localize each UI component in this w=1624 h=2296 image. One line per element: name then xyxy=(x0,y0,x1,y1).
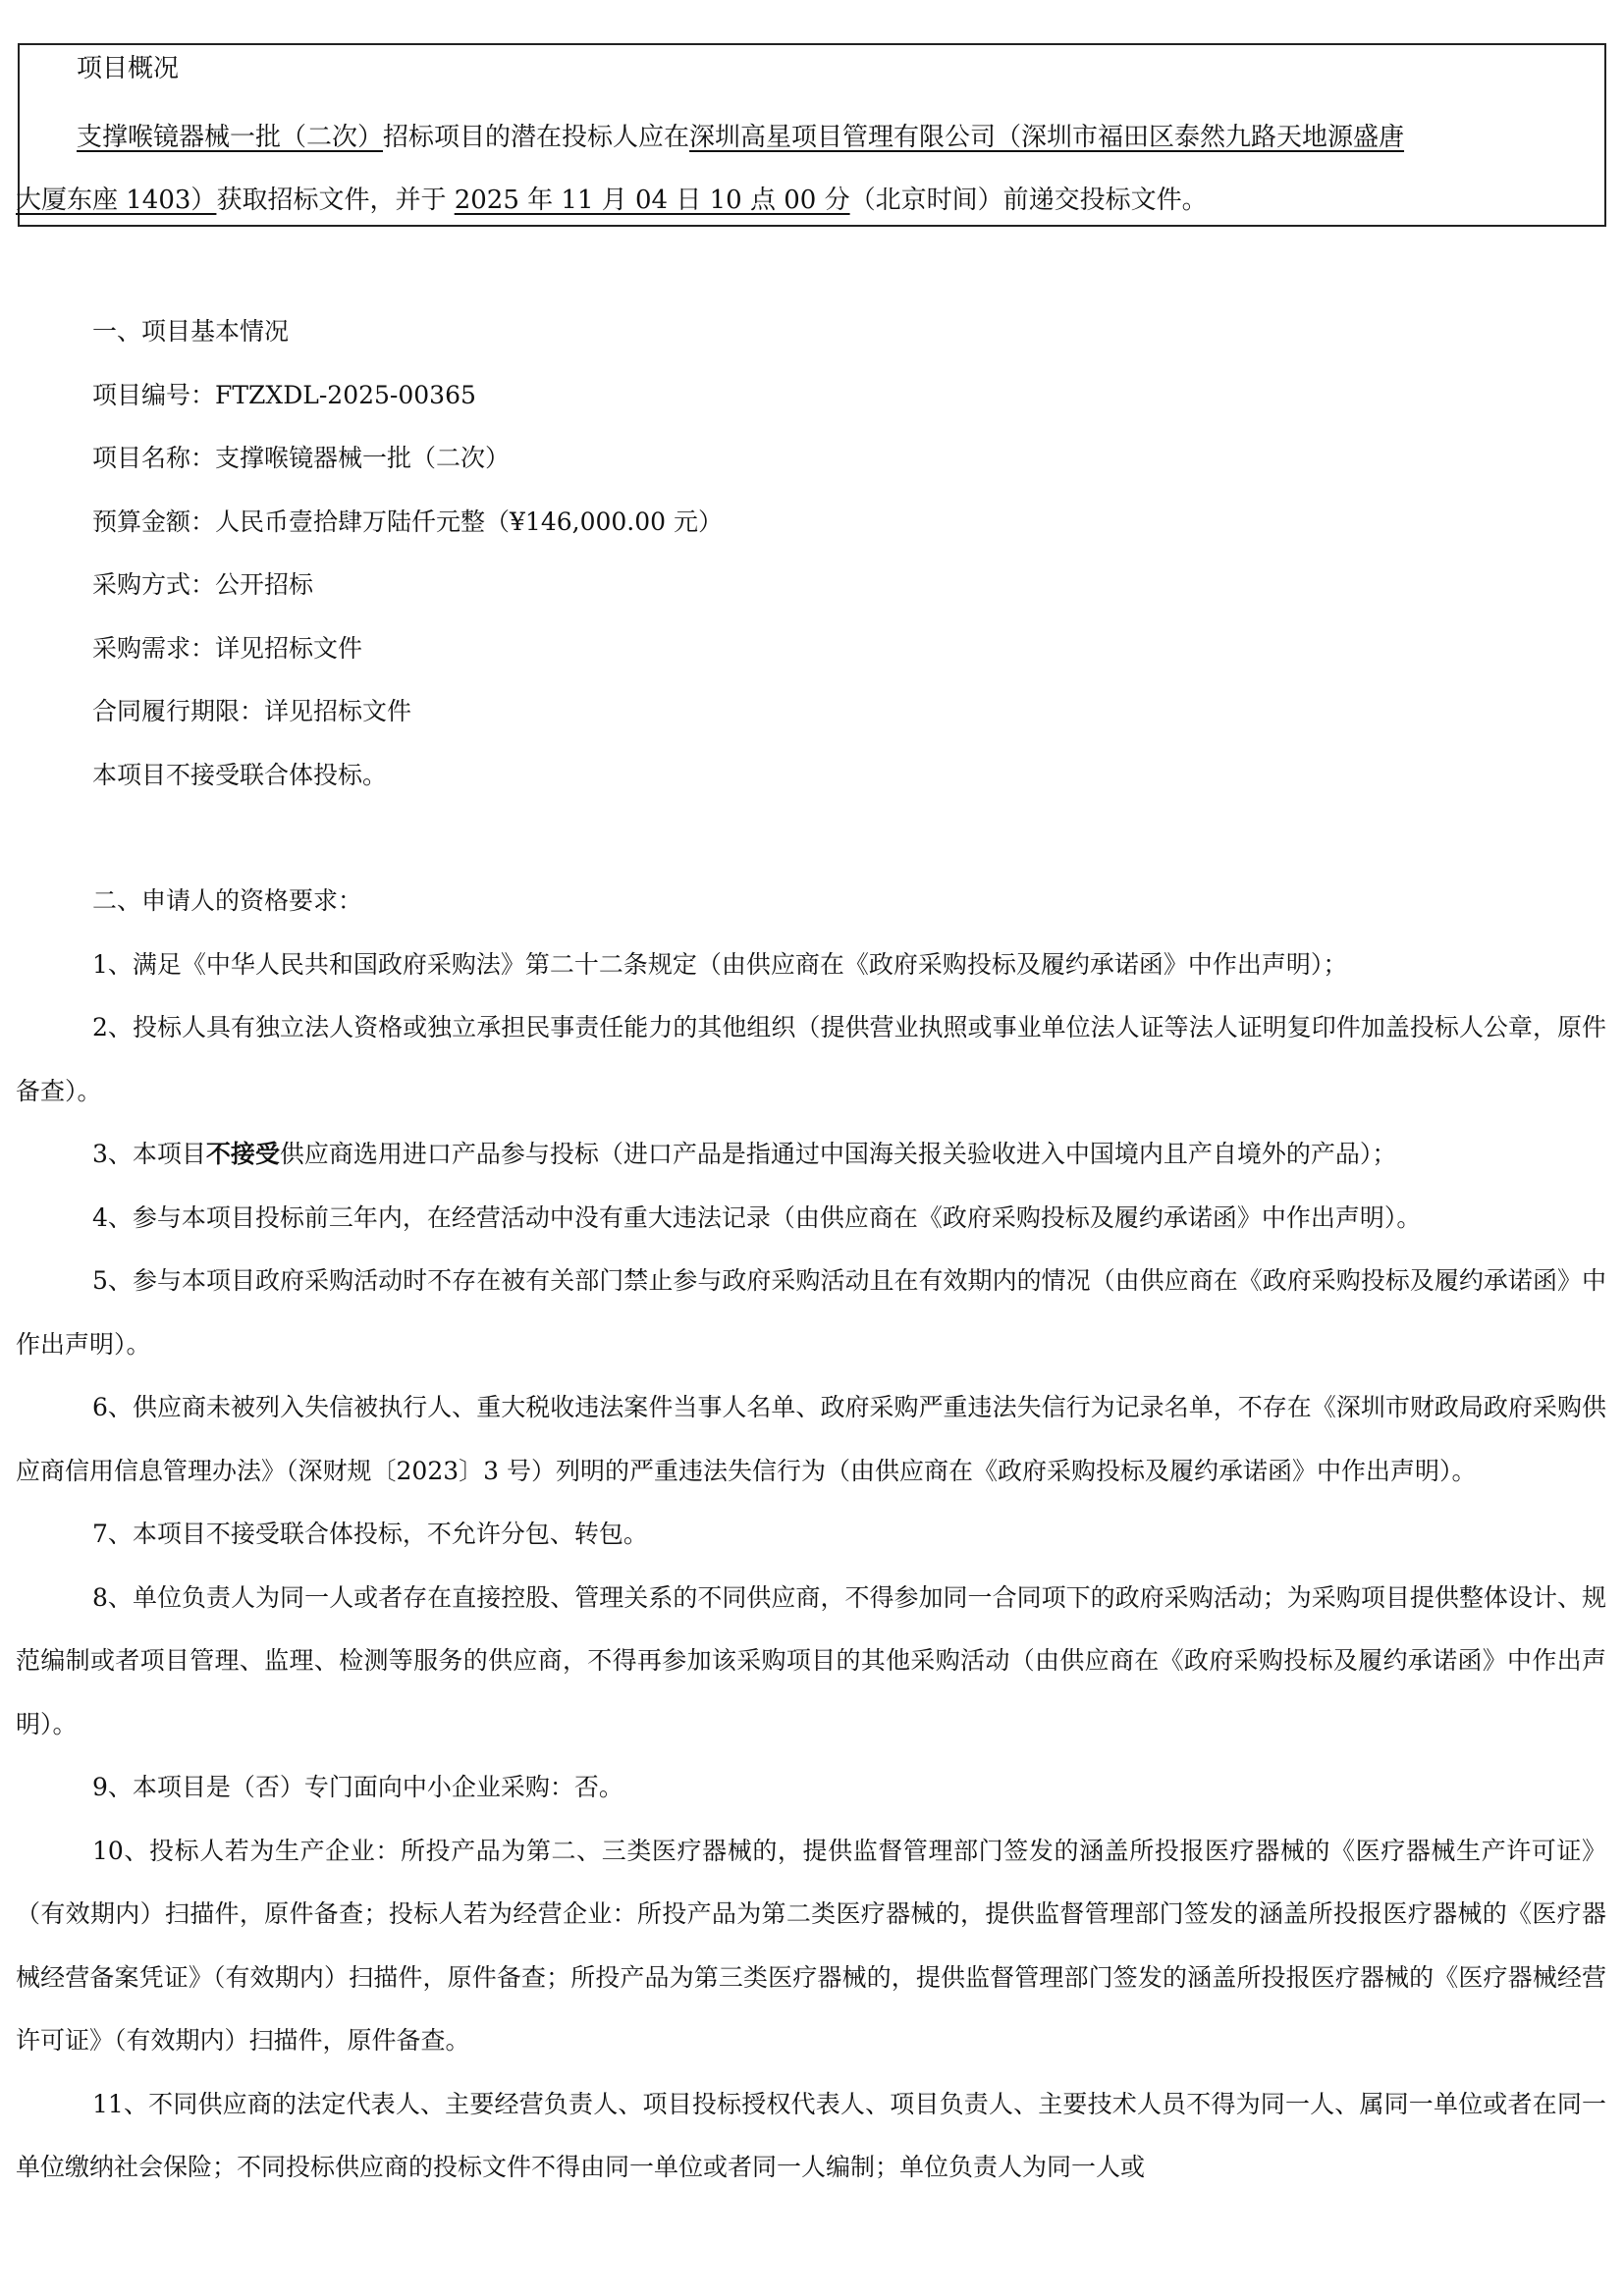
procurement-requirement: 采购需求：详见招标文件 xyxy=(92,633,363,663)
requirement-item-10: 10、投标人若为生产企业：所投产品为第二、三类医疗器械的，提供监督管理部门签发的涵盖所投报医疗器械的《医疗器械生产许可证》（有效期内）扫描件，原件备查；投标人若为经营企业：所投产品为第二类医疗器械的，提供监督管理部门签发的涵盖所投报医疗器械的《医疗器械经营备案凭证》（有效期内）扫描件，原件备查；所投产品为第三类医疗器械的，提供监督管理部门签发的涵盖所投报医疗器械的《医疗器械经营许可证》（有效期内）扫描件，原件备查。 xyxy=(16,1836,1606,2055)
overview-text-a: 招标项目的潜在投标人应在 xyxy=(383,123,690,152)
budget-amount: 预算金额：人民币壹拾肆万陆仟元整（¥146,000.00 元） xyxy=(92,507,723,536)
requirement-item-5: 5、参与本项目政府采购活动时不存在被有关部门禁止参与政府采购活动且在有效期内的情况（由供应商在《政府采购投标及履约承诺函》中作出声明）。 xyxy=(16,1266,1606,1359)
requirement-item-2: 2、投标人具有独立法人资格或独立承担民事责任能力的其他组织（提供营业执照或事业单位法人证等法人证明复印件加盖投标人公章，原件备查）。 xyxy=(16,1013,1606,1105)
item3-bold: 不接受 xyxy=(205,1140,280,1168)
overview-text-c: （北京时间）前递交投标文件。 xyxy=(849,186,1208,215)
requirement-item-1: 1、满足《中华人民共和国政府采购法》第二十二条规定（由供应商在《政府采购投标及履约承诺函》中作出声明）； xyxy=(92,949,1348,979)
contract-period: 合同履行期限：详见招标文件 xyxy=(92,697,412,725)
procurement-method: 采购方式：公开招标 xyxy=(92,570,314,599)
overview-line-2 xyxy=(16,169,1589,232)
requirement-item-4: 4、参与本项目投标前三年内，在经营活动中没有重大违法记录（由供应商在《政府采购投标及履约承诺函》中作出声明）。 xyxy=(92,1202,1422,1232)
document-body xyxy=(16,300,1606,2200)
overview-text-b: 获取招标文件，并于 xyxy=(216,186,455,215)
requirement-item-6: 6、供应商未被列入失信被执行人、重大税收违法案件当事人名单、政府采购严重违法失信行为记录名单，不存在《深圳市财政局政府采购供应商信用信息管理办法》（深财规〔2023〕3 号）列明的严重违法失信行为（由供应商在《政府采购投标及履约承诺函》中作出声明）。 xyxy=(16,1393,1606,1485)
overview-paragraph xyxy=(16,106,1589,232)
consortium-note: 本项目不接受联合体投标。 xyxy=(92,760,388,789)
requirement-item-8: 8、单位负责人为同一人或者存在直接控股、管理关系的不同供应商，不得参加同一合同项下的政府采购活动；为采购项目提供整体设计、规范编制或者项目管理、监理、检测等服务的供应商，不得再参加该采购项目的其他采购活动（由供应商在《政府采购投标及履约承诺函》中作出声明）。 xyxy=(16,1582,1606,1738)
project-name-underlined: 支撑喉镜器械一批（二次） xyxy=(77,123,384,152)
requirement-item-3 xyxy=(16,1123,1606,1187)
item3-prefix: 3、本项目 xyxy=(92,1140,206,1168)
deadline-underlined: 2025 年 11 月 04 日 10 点 00 分 xyxy=(454,186,850,215)
requirement-item-9: 9、本项目是（否）专门面向中小企业采购：否。 xyxy=(92,1773,623,1801)
requirement-item-11: 11、不同供应商的法定代表人、主要经营负责人、项目投标授权代表人、项目负责人、主要技术人员不得为同一人、属同一单位或者在同一单位缴纳社会保险；不同投标供应商的投标文件不得由同一单位或者同一人编制；单位负责人为同一人或 xyxy=(16,2089,1606,2181)
section-spacer xyxy=(16,807,1606,870)
section2-heading: 二、申请人的资格要求： xyxy=(92,886,363,915)
project-name: 项目名称：支撑喉镜器械一批（二次） xyxy=(92,444,511,472)
section1-heading: 一、项目基本情况 xyxy=(92,317,290,346)
agency-underlined: 深圳高星项目管理有限公司（深圳市福田区泰然九路天地源盛唐 xyxy=(689,123,1405,152)
project-number: 项目编号：FTZXDL-2025-00365 xyxy=(92,380,476,409)
overview-title: 项目概况 xyxy=(77,54,180,83)
item3-suffix: 供应商选用进口产品参与投标（进口产品是指通过中国海关报关验收进入中国境内且产自境外的产品）； xyxy=(279,1140,1397,1168)
requirement-item-7: 7、本项目不接受联合体投标，不允许分包、转包。 xyxy=(92,1520,648,1548)
agency-underlined-cont: 大厦东座 1403） xyxy=(16,186,217,215)
